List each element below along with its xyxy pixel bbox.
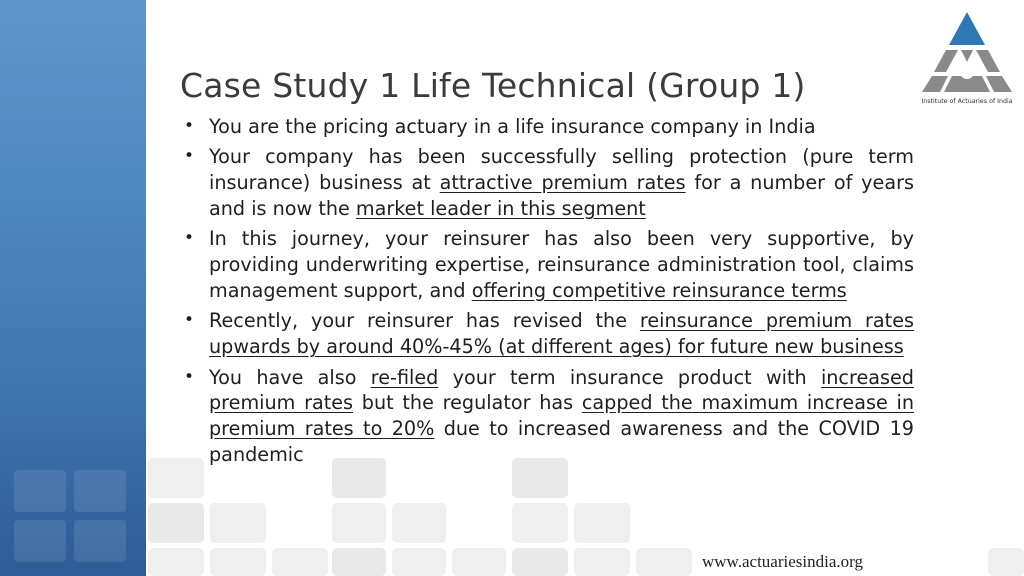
- band-tile: [74, 520, 126, 562]
- grid-tile: [392, 548, 446, 576]
- bullet-text: but the regulator has: [353, 391, 582, 415]
- emphasized-text: market leader in this segment: [355, 196, 646, 220]
- grid-tile: [272, 548, 328, 576]
- grid-tile: [512, 503, 568, 543]
- grid-tile: [988, 548, 1024, 576]
- grid-tile: [332, 548, 386, 576]
- grid-tile: [452, 548, 506, 576]
- grid-tile: [574, 503, 630, 543]
- bullet-dot-icon: •: [184, 228, 195, 249]
- emphasized-text: capped the maximum increase in premium rates to 20%: [209, 391, 914, 441]
- grid-tile: [148, 503, 204, 543]
- bullet-text: You are the pricing actuary in a life insurance company in India: [209, 115, 816, 138]
- band-tile: [14, 470, 66, 512]
- bullet-item: [180, 365, 914, 468]
- iai-triangle-logo-icon: [918, 10, 1016, 110]
- bullet-text: Your company has been successfully selling protection (pure term insurance) business at: [209, 145, 914, 195]
- grid-tile: [210, 503, 266, 543]
- band-tile: [74, 470, 126, 512]
- bullet-dot-icon: •: [184, 116, 195, 136]
- bullet-item: [180, 226, 914, 303]
- grid-tile: [636, 548, 692, 576]
- bullet-text: due to increased awareness and the COVID 19 pandemic: [209, 417, 914, 466]
- bullet-dot-icon: •: [184, 366, 195, 387]
- bullet-item: [180, 144, 914, 221]
- bullet-text: In this journey, your reinsurer has also been very supportive, by providing underwriting expertise, reinsurance administration tool, claims management support, and: [209, 227, 914, 302]
- bullet-item: [180, 114, 914, 140]
- grid-tile: [574, 548, 630, 576]
- emphasized-text: attractive premium rates: [439, 171, 686, 195]
- footer-website: www.actuariesindia.org: [702, 552, 863, 571]
- emphasized-text: re-filed: [370, 365, 439, 389]
- bullet-list: [180, 114, 914, 472]
- bullet-text: You have also: [209, 365, 371, 389]
- bullet-dot-icon: •: [184, 146, 195, 167]
- grid-tile: [148, 548, 204, 576]
- slide-title: Case Study 1 Life Technical (Group 1): [180, 66, 806, 106]
- left-decorative-band: [0, 0, 146, 576]
- band-tile: [14, 520, 66, 562]
- bullet-text: for a number of years and is now the: [209, 171, 914, 220]
- grid-tile: [210, 548, 266, 576]
- grid-tile: [392, 503, 446, 543]
- bullet-dot-icon: •: [184, 310, 195, 331]
- bullet-item: [180, 308, 914, 360]
- emphasized-text: offering competitive reinsurance terms: [471, 278, 847, 302]
- grid-tile: [332, 503, 386, 543]
- logo-caption: Institute of Actuaries of India: [921, 98, 1013, 105]
- grid-tile: [512, 548, 568, 576]
- bullet-text: Recently, your reinsurer has revised the: [209, 309, 640, 333]
- bullet-text: your term insurance product with: [438, 365, 821, 389]
- emphasized-text: reinsurance premium rates upwards by around 40%-45% (at different ages) for future new business: [209, 309, 915, 359]
- emphasized-text: increased premium rates: [209, 365, 914, 415]
